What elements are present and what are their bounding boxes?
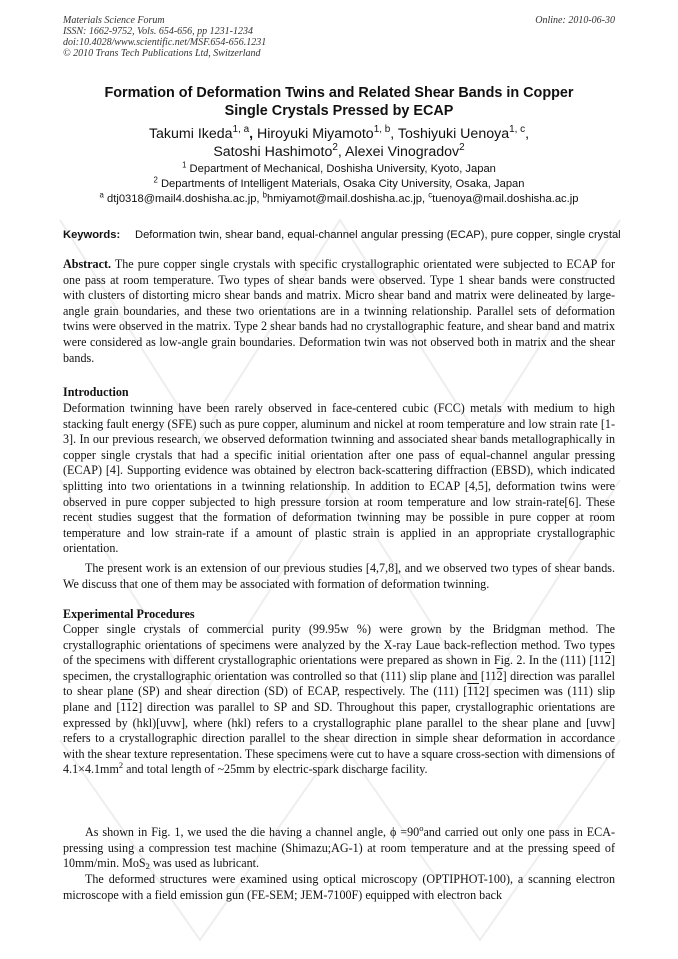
overbar-index: 2 <box>604 653 611 668</box>
text-run: and carried out only one pass in ECA-pressing using a compression test machine (Shimazu;AG-1) at room temperature and at the pressing speed of 10mm/min. MoS <box>63 825 615 871</box>
author-separator: , <box>249 126 254 142</box>
email-mark: b <box>262 190 267 200</box>
experimental-heading: Experimental Procedures <box>63 607 195 621</box>
author-affiliation-mark: 1, a <box>232 124 250 136</box>
author-name: Takumi Ikeda <box>148 126 233 142</box>
text-run: ] specimen, the crystallographic orientation was controlled so that (111) slip plane and [11 <box>63 653 615 683</box>
text-run: and total length of ~25mm by electric-spark discharge facility. <box>123 762 428 777</box>
email-mark: a <box>99 190 104 200</box>
affiliation-number: 2 <box>153 175 158 185</box>
author-separator: , <box>525 126 530 142</box>
journal-name: Materials Science Forum <box>63 15 165 26</box>
author-name: Toshiyuki Uenoya <box>394 126 510 142</box>
experimental-paragraph-3: The deformed structures were examined using optical microscopy (OPTIPHOT-100), a scanning electron microscope with a field emission gun (FE-SEM; JEM-7100F) equipped with electron back <box>63 872 615 902</box>
author-affiliation-mark: 1, c <box>509 124 526 136</box>
author-separator: , <box>390 126 395 142</box>
author-line-1 <box>40 125 638 143</box>
title-line-1: Formation of Deformation Twins and Related Shear Bands in Copper <box>104 85 574 101</box>
overbar-index: 11 <box>120 699 133 714</box>
author-name: Hiroyuki Miyamoto <box>253 126 374 142</box>
affiliation-2 <box>30 177 648 192</box>
text-run: 2] direction was parallel to SP and SD. Throughout this paper, crystallographic orientations are expressed by (hkl)[uvw], where (hkl) refers to a crystallographic plane parallel to the shear plane and [uvw] refers to a crystallographic direction parallel to the shear direction in simple shear deformation in accordance with the shear texture representation. These specimens were cut to have a square cross-section with dimensions of 4.1×4.1mm <box>63 699 615 777</box>
superscript: o <box>419 822 424 833</box>
journal-copyright: © 2010 Trans Tech Publications Ltd, Switzerland <box>63 48 261 59</box>
text-run: 2] specimen was (111) slip plane and [ <box>63 684 616 714</box>
author-affiliation-mark: 2 <box>332 142 338 154</box>
email-text: hmiyamot@mail.doshisha.ac.jp, <box>267 193 429 205</box>
keywords-block <box>63 229 623 242</box>
title-line-2: Single Crystals Pressed by ECAP <box>224 103 454 119</box>
journal-header <box>63 15 266 59</box>
subscript: 2 <box>145 861 150 872</box>
email-mark: c <box>428 190 433 200</box>
author-name: Alexei Vinogradov <box>341 144 460 160</box>
abstract-paragraph <box>63 257 615 366</box>
author-line-2 <box>40 143 638 161</box>
affiliation-text: Department of Mechanical, Doshisha University, Kyoto, Japan <box>186 163 496 175</box>
author-affiliation-mark: 1, b <box>373 124 391 136</box>
superscript: 2 <box>118 760 124 771</box>
author-separator: , <box>337 144 342 160</box>
text-run: ] direction was parallel to shear plane (SP) and shear direction (SD) of ECAP, respectively. The (111) [ <box>63 668 615 699</box>
author-affiliation-mark: 2 <box>459 142 465 154</box>
journal-issn: ISSN: 1662-9752, Vols. 654-656, pp 1231-1234 <box>63 26 253 37</box>
abstract-text: The pure copper single crystals with specific crystallographic orientated were subjected to ECAP for one pass at room temperature. Two types of shear bands were observed. Type 1 shear bands were constructed with clusters of distorting micro shear bands and matrix. Micro shear band and matrix were delineated by large-angle grain boundaries, and these two orientations are in a twinning relationship. Parallel sets of deformation twins were observed in the matrix. Type 2 shear bands had no crystallographic feature, and shear band and matrix were considered as low-angle grain boundaries. Deformation twin was not observed both in matrix and the shear bands. <box>63 257 615 365</box>
experimental-paragraph-2 <box>63 822 615 872</box>
email-text: dtj0318@mail4.doshisha.ac.jp, <box>103 193 263 205</box>
journal-doi: doi:10.4028/www.scientific.net/MSF.654-656.1231 <box>63 37 267 48</box>
paper-title <box>40 84 638 120</box>
experimental-paragraph-1 <box>63 622 615 778</box>
online-date: Online: 2010-06-30 <box>535 15 615 26</box>
text-run: was used as lubricant. <box>149 856 260 871</box>
abstract-label: Abstract. <box>63 257 112 271</box>
text-run: As shown in Fig. 1, we used the die having a channel angle, ϕ =90 <box>85 825 420 839</box>
keywords-label: Keywords: <box>63 229 121 241</box>
introduction-heading: Introduction <box>63 385 129 399</box>
introduction-paragraph-2: The present work is an extension of our previous studies [4,7,8], and we observed two types of shear bands. We discuss that one of them may be associated with formation of deformation twinning. <box>63 561 615 591</box>
text-run: Copper single crystals of commercial purity (99.95w %) were grown by the Bridgman method. The crystallographic orientations of specimens were analyzed by the X-ray Laue back-reflection method. Two types of the specimens with different crystallographic orientations were prepared as shown in Fig. 2. In the (111) [11 <box>63 622 615 668</box>
affiliation-text: Departments of Intelligent Materials, Osaka City University, Osaka, Japan <box>157 178 525 190</box>
email-text: tuenoya@mail.doshisha.ac.jp <box>432 193 579 205</box>
affiliation-number: 1 <box>182 160 187 170</box>
overbar-index: 11 <box>467 684 479 699</box>
author-list <box>40 125 638 161</box>
introduction-paragraph-1: Deformation twinning have been rarely observed in face-centered cubic (FCC) metals with medium to high stacking fault energy (SFE) such as pure copper, aluminum and nickel at room temperature and low strain rate [1-3]. In our previous research, we observed deformation twinning and associated shear bands metallographically in copper single crystals that had a specific initial orientation after one pass of equal-channel angular pressing (ECAP) [4]. Supporting evidence was obtained by electron back-scattering diffraction (EBSD), which indicated splitting into two orientations in a twinning relationship. In addition to ECAP [4,5], deformation twins were observed in pure copper subjected to high pressure torsion at room temperature and low strain-rate[6]. These recent studies suggest that the formation of deformation twinning may be possible in pure copper at room temperature and low strain-rate if a amount of plastic strain is applied in an appropriate crystallographic orientation. <box>63 401 615 556</box>
keywords-text: Deformation twin, shear band, equal-channel angular pressing (ECAP), pure copper, single crystal <box>135 229 621 241</box>
overbar-index: 2 <box>496 668 503 683</box>
author-emails <box>30 192 648 207</box>
author-name: Satoshi Hashimoto <box>213 144 333 160</box>
affiliation-1 <box>30 162 648 177</box>
